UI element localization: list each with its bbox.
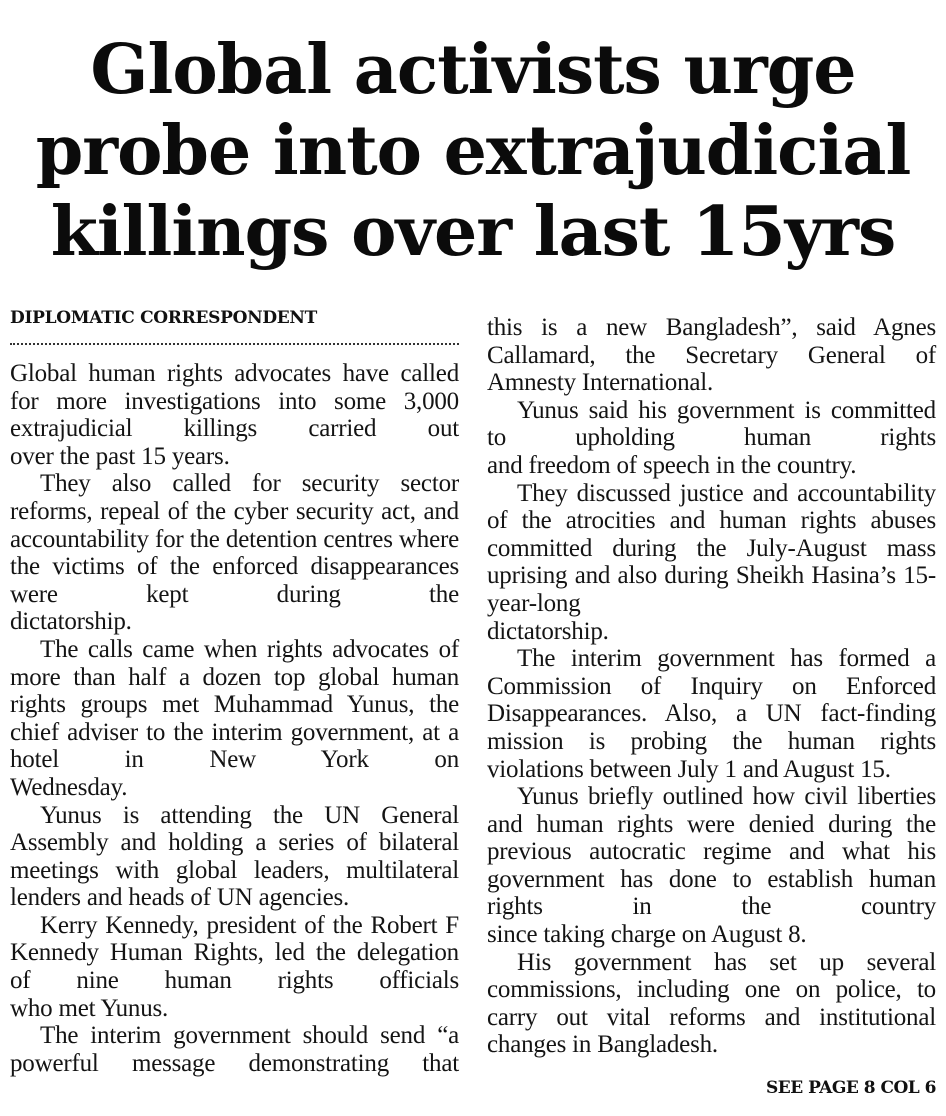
text-line: and what his government has done to xyxy=(487,838,936,893)
text-line: Amnesty International. xyxy=(487,369,714,397)
text-line: during Sheikh Hasina’s 15-year-long xyxy=(487,562,936,617)
text-line: Yunus briefly outlined how civil xyxy=(517,783,848,811)
text-line: a Commission of Inquiry on Enforced xyxy=(487,645,936,700)
text-line: during the previous autocratic regime xyxy=(487,810,936,866)
text-line: act, and accountability for the detention xyxy=(10,497,459,553)
text-line: who met Yunus. xyxy=(10,994,169,1022)
text-line: over the past 15 years. xyxy=(10,442,230,470)
paragraph-end xyxy=(10,884,459,912)
paragraph-end xyxy=(10,443,459,471)
paragraph xyxy=(10,1022,459,1077)
headline-line-2: probe into extrajudicial xyxy=(35,111,911,191)
paragraph-end xyxy=(487,921,936,949)
byline-dotted-rule xyxy=(10,343,459,345)
text-line: 3,000 extrajudicial killings carried out xyxy=(10,387,459,443)
paragraph xyxy=(487,314,936,369)
paragraph-end xyxy=(10,608,459,636)
paragraph-end xyxy=(10,995,459,1023)
text-line: disappearances were kept during the xyxy=(10,553,459,608)
continuation-jump: SEE PAGE 8 COL 6 xyxy=(765,1078,936,1098)
text-line: Disappearances. Also, a UN fact-finding xyxy=(487,700,936,728)
text-line: The calls came when rights advocates xyxy=(40,635,429,663)
text-line: since taking charge on August 8. xyxy=(487,921,807,949)
text-line: They also called for security sector xyxy=(40,470,459,498)
paragraph xyxy=(10,912,459,995)
paragraph xyxy=(10,360,459,443)
text-line: Callamard, the Secretary General of xyxy=(487,341,936,369)
paragraph xyxy=(487,783,936,921)
text-line: The interim government should send xyxy=(40,1022,426,1050)
text-line: commissions, including one on police, to xyxy=(487,976,936,1004)
text-line: changes in Bangladesh. xyxy=(487,1031,718,1059)
paragraph-end xyxy=(10,774,459,802)
text-line: centres where the victims of the enforced xyxy=(10,525,460,581)
text-line: human rights groups met Muhammad xyxy=(10,663,459,719)
text-line: committed to upholding human rights xyxy=(487,396,936,452)
text-line: delegation of nine human rights officials xyxy=(10,939,459,995)
text-line: reforms, repeal of the cyber security xyxy=(10,497,374,525)
text-line: Yunus is attending the UN General xyxy=(40,801,459,829)
text-line: Wednesday. xyxy=(10,773,128,801)
paragraph-end xyxy=(487,756,936,784)
text-line: “a powerful message demonstrating that xyxy=(10,1022,459,1077)
paragraph xyxy=(10,802,459,885)
text-line: meetings with global leaders, multilateral xyxy=(10,856,459,884)
paragraph xyxy=(487,480,936,618)
article-column-left xyxy=(10,360,459,1077)
text-line: They discussed justice and xyxy=(517,479,789,507)
text-line: dictatorship. xyxy=(487,617,609,645)
paragraph xyxy=(487,645,936,755)
paragraph-end xyxy=(487,1031,936,1059)
text-line: Robert F Kennedy Human Rights, led the xyxy=(10,911,459,967)
headline-line-3: killings over last 15yrs xyxy=(50,192,896,272)
text-line: Kerry Kennedy, president of the xyxy=(40,911,363,939)
text-line: violations between July 1 and August 15. xyxy=(487,755,891,783)
text-line: government, at a hotel in New York on xyxy=(10,718,459,774)
text-line: and freedom of speech in the country. xyxy=(487,451,857,479)
text-line: Yunus said his government is xyxy=(517,396,821,424)
byline: DIPLOMATIC CORRESPONDENT xyxy=(10,308,318,328)
paragraph-end xyxy=(487,369,936,397)
text-line: Yunus, the chief adviser to the interim xyxy=(10,691,460,746)
text-line: Assembly and holding a series of bilateral xyxy=(10,829,459,857)
text-line: this is a new Bangladesh”, said Agnes xyxy=(487,314,936,341)
headline-line-1: Global activists urge xyxy=(90,30,856,110)
paragraph xyxy=(10,470,459,608)
text-line: carry out vital reforms and institutional xyxy=(487,1003,936,1031)
text-line: lenders and heads of UN agencies. xyxy=(10,884,350,912)
text-line: dictatorship. xyxy=(10,608,132,636)
paragraph xyxy=(10,636,459,774)
text-line: called for more investigations into some xyxy=(10,360,459,415)
article-column-right xyxy=(487,314,936,1059)
text-line: Global human rights advocates have xyxy=(10,360,389,387)
paragraph-end xyxy=(487,618,936,646)
paragraph xyxy=(487,949,936,1032)
text-line: mission is probing the human rights xyxy=(487,727,936,755)
text-line: the July-August mass uprising and also xyxy=(487,534,936,590)
text-line: His government has set up several xyxy=(517,948,936,976)
text-line: accountability of the atrocities and xyxy=(487,479,936,535)
text-line: establish human rights in the country xyxy=(487,865,936,921)
headline xyxy=(0,30,946,273)
paragraph-end xyxy=(487,452,936,480)
paragraph xyxy=(487,397,936,452)
text-line: of more than half a dozen top global xyxy=(10,635,459,691)
text-line: The interim government has formed xyxy=(517,645,910,673)
text-line: liberties and human rights were denied xyxy=(487,783,936,838)
text-line: human rights abuses committed during xyxy=(487,507,936,562)
